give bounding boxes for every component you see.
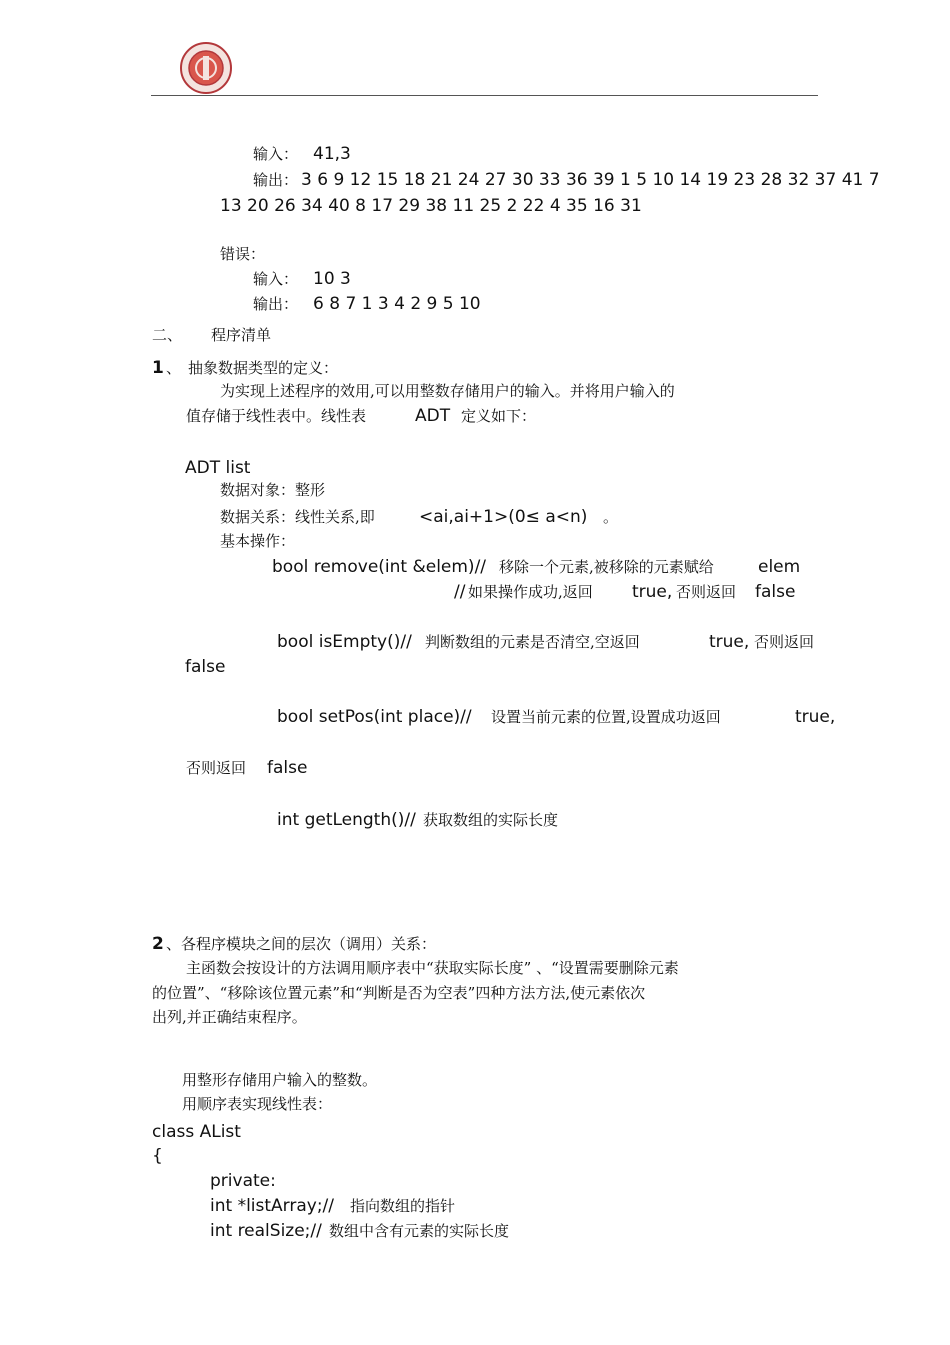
- input-value-1: 41,3: [313, 144, 351, 164]
- item2-number: 2: [152, 934, 164, 954]
- item2-para-line3: 出列,并正确结束程序。: [152, 1008, 307, 1026]
- code-open-brace: {: [152, 1146, 163, 1166]
- input-label-1: 输入：: [253, 145, 299, 163]
- op-getlength-comment: 获取数组的实际长度: [423, 811, 559, 829]
- adt-data-object: 数据对象：整形: [220, 481, 326, 499]
- op-getlength-code: int getLength()//: [277, 810, 416, 830]
- op-isempty-false: false: [185, 657, 226, 677]
- op-setpos-true: true,: [795, 707, 836, 727]
- item1-separator: 、: [166, 359, 182, 377]
- item2-para-line2: 的位置”、“移除该位置元素”和“判断是否为空表”四种方法方法,使元素依次: [152, 984, 646, 1002]
- output-label-1: 输出：: [253, 171, 299, 189]
- output-line-1: 3 6 9 12 15 18 21 24 27 30 33 36 39 1 5 10 14 19 23 28 32 37 41 7: [301, 170, 880, 190]
- op-setpos-false: false: [267, 758, 308, 778]
- item2-note2: 用顺序表实现线性表：: [182, 1095, 333, 1113]
- item1-para-line2-a: 值存储于线性表中。线性表: [186, 407, 367, 425]
- item1-number: 1: [152, 358, 164, 378]
- input-label-2: 输入：: [253, 270, 299, 288]
- output-line-2: 13 20 26 34 40 8 17 29 38 11 25 2 22 4 35 16 31: [220, 196, 642, 216]
- code-listarray: int *listArray;//: [210, 1196, 335, 1216]
- code-private: private:: [210, 1171, 276, 1191]
- code-class-decl: class AList: [152, 1122, 241, 1142]
- item1-para-line1: 为实现上述程序的效用,可以用整数存储用户的输入。并将用户输入的: [220, 382, 675, 400]
- op-setpos-code: bool setPos(int place)//: [277, 707, 472, 727]
- output-value-2: 6 8 7 1 3 4 2 9 5 10: [313, 294, 481, 314]
- op-remove-l2-false: false: [755, 582, 796, 602]
- code-listarray-comment: 指向数组的指针: [350, 1197, 456, 1215]
- adt-title: ADT list: [185, 458, 251, 478]
- op-remove-l2-comment: 如果操作成功,返回: [468, 583, 593, 601]
- op-remove-elem: elem: [758, 557, 801, 577]
- adt-data-relation-b: <ai,ai+1>(0≤ a<n): [419, 507, 588, 527]
- op-remove-l2-else: 否则返回: [676, 583, 737, 601]
- section-title: 程序清单: [211, 326, 272, 344]
- op-setpos-comment: 设置当前元素的位置,设置成功返回: [491, 708, 721, 726]
- op-remove-code: bool remove(int &elem)//: [272, 557, 487, 577]
- item2-note1: 用整形存储用户输入的整数。: [182, 1071, 378, 1089]
- code-realsize-comment: 数组中含有元素的实际长度: [329, 1222, 510, 1240]
- input-value-2: 10 3: [313, 269, 351, 289]
- item1-title: 抽象数据类型的定义：: [188, 359, 339, 377]
- adt-data-relation-a: 数据关系：线性关系,即: [220, 508, 375, 526]
- item2-para-line1: 主函数会按设计的方法调用顺序表中“获取实际长度” 、“设置需要删除元素: [186, 959, 679, 977]
- output-label-2: 输出：: [253, 295, 299, 313]
- op-remove-l2-slashes: //: [454, 582, 466, 602]
- op-isempty-true: true,: [709, 632, 750, 652]
- error-heading: 错误：: [220, 245, 266, 263]
- op-isempty-else: 否则返回: [754, 633, 815, 651]
- op-remove-l2-true: true,: [632, 582, 673, 602]
- item2-title: 、各程序模块之间的层次（调用）关系：: [166, 935, 437, 953]
- university-seal-logo: [180, 42, 232, 94]
- item1-para-line2-c: 定义如下：: [461, 407, 537, 425]
- op-setpos-else: 否则返回: [186, 759, 247, 777]
- section-number: 二、: [152, 326, 183, 344]
- op-isempty-comment: 判断数组的元素是否清空,空返回: [425, 633, 640, 651]
- code-realsize: int realSize;//: [210, 1221, 322, 1241]
- op-remove-comment: 移除一个元素,被移除的元素赋给: [499, 558, 714, 576]
- adt-data-relation-c: 。: [603, 508, 619, 526]
- op-isempty-code: bool isEmpty()//: [277, 632, 412, 652]
- header-divider: [151, 95, 818, 96]
- adt-basic-ops: 基本操作：: [220, 532, 296, 550]
- item1-para-line2-adt: ADT: [415, 406, 451, 426]
